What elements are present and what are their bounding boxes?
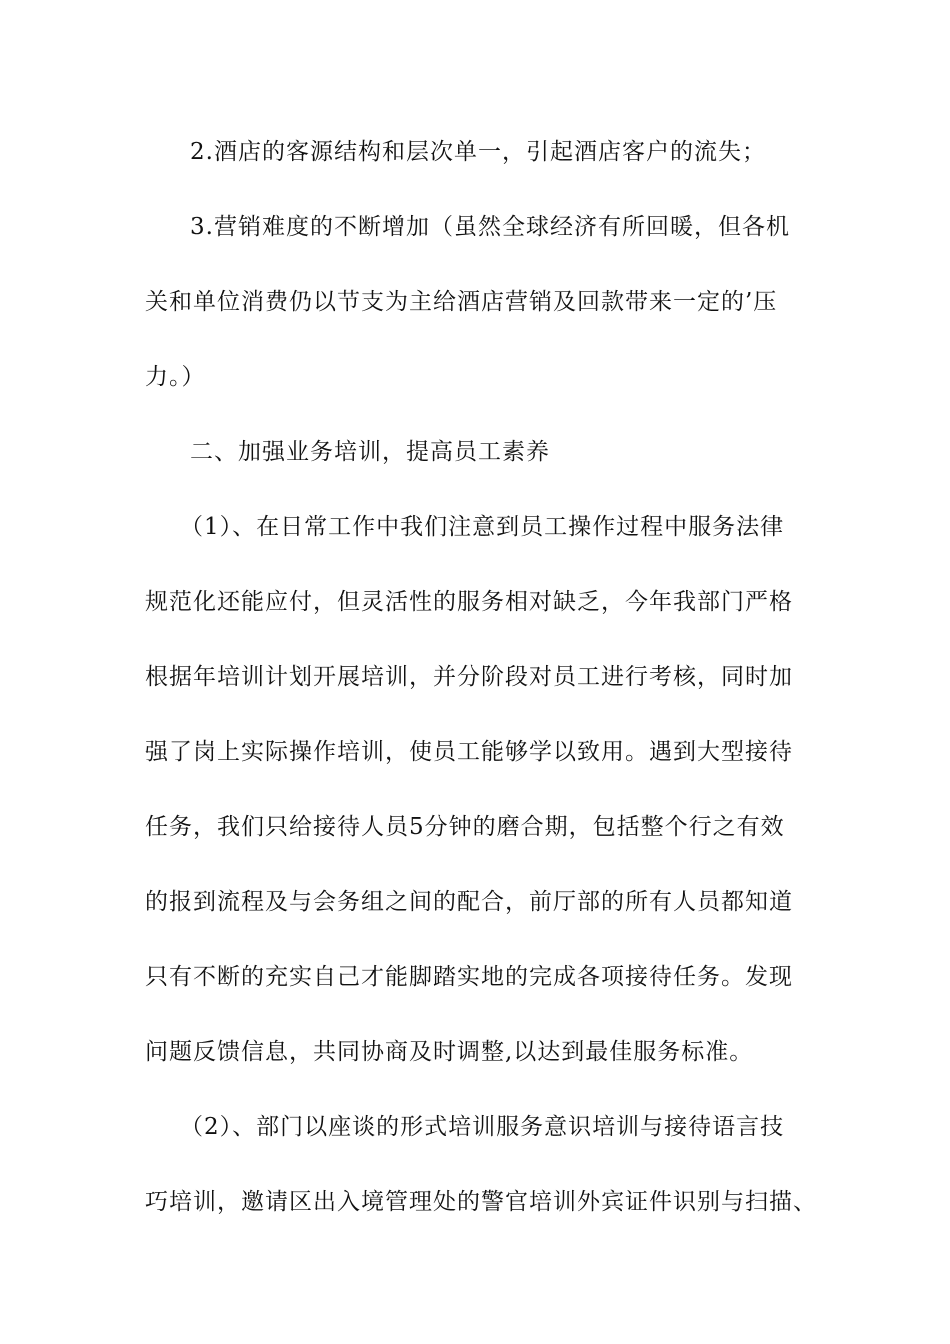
paragraph-line: 巧培训，邀请区出入境管理处的警官培训外宾证件识别与扫描、 (145, 1189, 817, 1215)
paragraph-line: 根据年培训计划开展培训，并分阶段对员工进行考核，同时加 (145, 664, 793, 690)
paragraph-line: 只有不断的充实自己才能脚踏实地的完成各项接待任务。发现 (145, 964, 793, 990)
paragraph-line: 任务，我们只给接待人员5分钟的磨合期，包括整个行之有效 (145, 814, 785, 840)
section-heading: 二、加强业务培训，提高员工素养 (190, 439, 550, 465)
list-item-3: 3.营销难度的不断增加（虽然全球经济有所回暖，但各机 (190, 214, 790, 240)
paragraph-line: 力。） (145, 364, 206, 390)
paragraph-line: 强了岗上实际操作培训，使员工能够学以致用。遇到大型接待 (145, 739, 793, 765)
paragraph-line: 关和单位消费仍以节支为主给酒店营销及回款带来一定的’压 (145, 289, 778, 315)
paragraph-line: 规范化还能应付，但灵活性的服务相对缺乏，今年我部门严格 (145, 589, 793, 615)
paragraph-line: 的报到流程及与会务组之间的配合，前厅部的所有人员都知道 (145, 889, 793, 915)
list-item-2: 2.酒店的客源结构和层次单一，引起酒店客户的流失； (190, 139, 766, 165)
paragraph-line: 问题反馈信息，共同协商及时调整,以达到最佳服务标准。 (145, 1039, 754, 1065)
subsection-2-first-line: （2）、部门以座谈的形式培训服务意识培训与接待语言技 (180, 1114, 785, 1140)
subsection-1-first-line: （1）、在日常工作中我们注意到员工操作过程中服务法律 (180, 514, 785, 540)
